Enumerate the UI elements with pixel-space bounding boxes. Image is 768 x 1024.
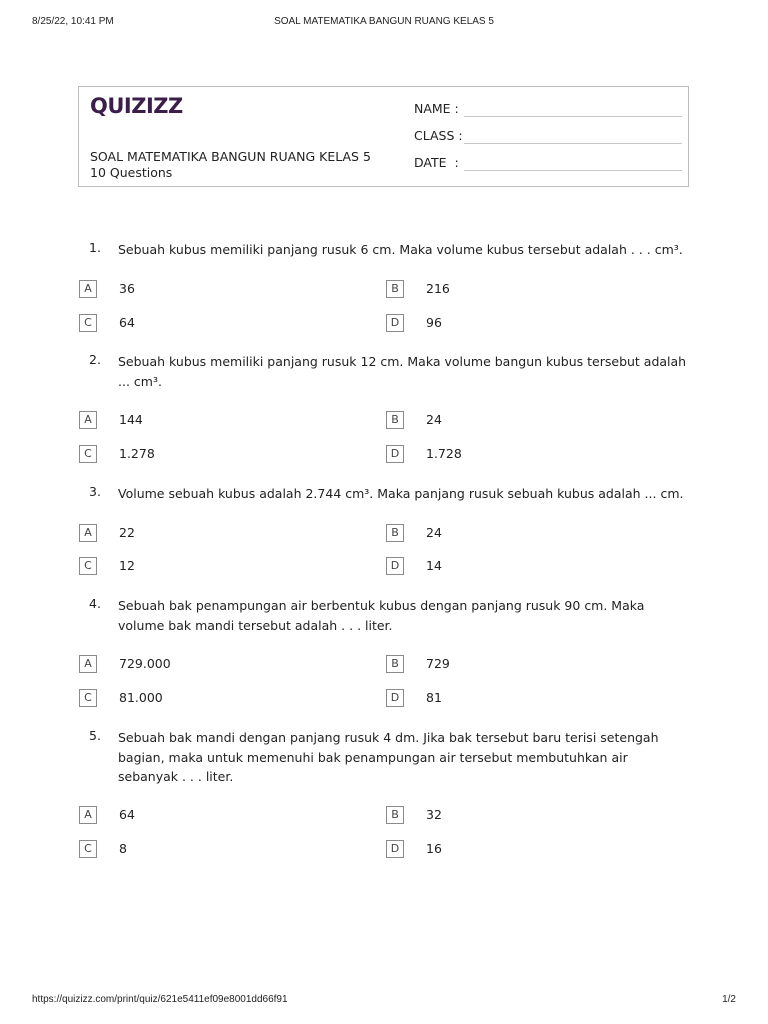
option-value: 96 [426, 315, 442, 330]
question-number: 2. [89, 352, 101, 367]
option-letter: D [386, 689, 404, 707]
name-line [464, 116, 682, 117]
option-value: 12 [119, 558, 135, 573]
option-value: 16 [426, 841, 442, 856]
option-value: 729.000 [119, 656, 171, 671]
option-letter: D [386, 557, 404, 575]
question-text: Volume sebuah kubus adalah 2.744 cm³. Maka panjang rusuk sebuah kubus adalah ... cm. [118, 486, 684, 501]
option-letter: A [79, 411, 97, 429]
option-value: 81.000 [119, 690, 163, 705]
option-letter: C [79, 689, 97, 707]
question-number: 3. [89, 484, 101, 499]
option-letter: A [79, 806, 97, 824]
option-value: 24 [426, 412, 442, 427]
option-letter: B [386, 806, 404, 824]
class-label: CLASS : [414, 128, 463, 143]
name-field [414, 100, 682, 120]
question-number: 5. [89, 728, 101, 743]
option-letter: C [79, 840, 97, 858]
option-value: 216 [426, 281, 450, 296]
question-number: 4. [89, 596, 101, 611]
question-number: 1. [89, 240, 101, 255]
option-letter: A [79, 655, 97, 673]
option-value: 8 [119, 841, 127, 856]
option-value: 1.278 [119, 446, 155, 461]
option-value: 32 [426, 807, 442, 822]
print-url: https://quizizz.com/print/quiz/621e5411ef09e8001dd66f91 [32, 994, 288, 1005]
option-value: 24 [426, 525, 442, 540]
option-value: 64 [119, 315, 135, 330]
option-value: 729 [426, 656, 450, 671]
option-letter: B [386, 655, 404, 673]
print-page-title: SOAL MATEMATIKA BANGUN RUANG KELAS 5 [274, 16, 494, 27]
option-letter: D [386, 314, 404, 332]
print-date: 8/25/22, 10:41 PM [32, 16, 114, 27]
option-letter: C [79, 314, 97, 332]
option-letter: C [79, 557, 97, 575]
option-letter: A [79, 280, 97, 298]
date-field [414, 154, 682, 174]
option-letter: C [79, 445, 97, 463]
option-letter: B [386, 280, 404, 298]
question-text: Sebuah kubus memiliki panjang rusuk 12 cm. Maka volume bangun kubus tersebut adalah ... cm³. [118, 354, 687, 389]
option-letter: A [79, 524, 97, 542]
print-header [32, 16, 736, 30]
option-value: 64 [119, 807, 135, 822]
option-value: 1.728 [426, 446, 462, 461]
quiz-title: SOAL MATEMATIKA BANGUN RUANG KELAS 5 [90, 149, 371, 164]
class-line [464, 143, 682, 144]
question-text: Sebuah bak mandi dengan panjang rusuk 4 dm. Jika bak tersebut baru terisi setengah bagian, maka untuk memenuhi bak penampungan air tersebut membutuhkan air sebanyak . . . liter. [118, 730, 659, 784]
question-text: Sebuah bak penampungan air berbentuk kubus dengan panjang rusuk 90 cm. Maka volume bak mandi tersebut adalah . . . liter. [118, 598, 645, 633]
quizizz-logo [90, 94, 183, 118]
option-value: 14 [426, 558, 442, 573]
class-field [414, 127, 682, 147]
quizizz-logo-text: QUIZIZZ [90, 94, 183, 118]
date-label: DATE : [414, 155, 459, 170]
print-page-number: 1/2 [722, 994, 736, 1005]
option-letter: D [386, 445, 404, 463]
option-letter: B [386, 411, 404, 429]
question-count: 10 Questions [90, 165, 173, 180]
name-label: NAME : [414, 101, 459, 116]
option-value: 81 [426, 690, 442, 705]
print-footer [32, 994, 736, 1008]
option-letter: D [386, 840, 404, 858]
option-value: 22 [119, 525, 135, 540]
quiz-header-box [78, 86, 689, 187]
option-letter: B [386, 524, 404, 542]
question-text: Sebuah kubus memiliki panjang rusuk 6 cm. Maka volume kubus tersebut adalah . . . cm³. [118, 242, 683, 257]
option-value: 36 [119, 281, 135, 296]
option-value: 144 [119, 412, 143, 427]
date-line [464, 170, 682, 171]
